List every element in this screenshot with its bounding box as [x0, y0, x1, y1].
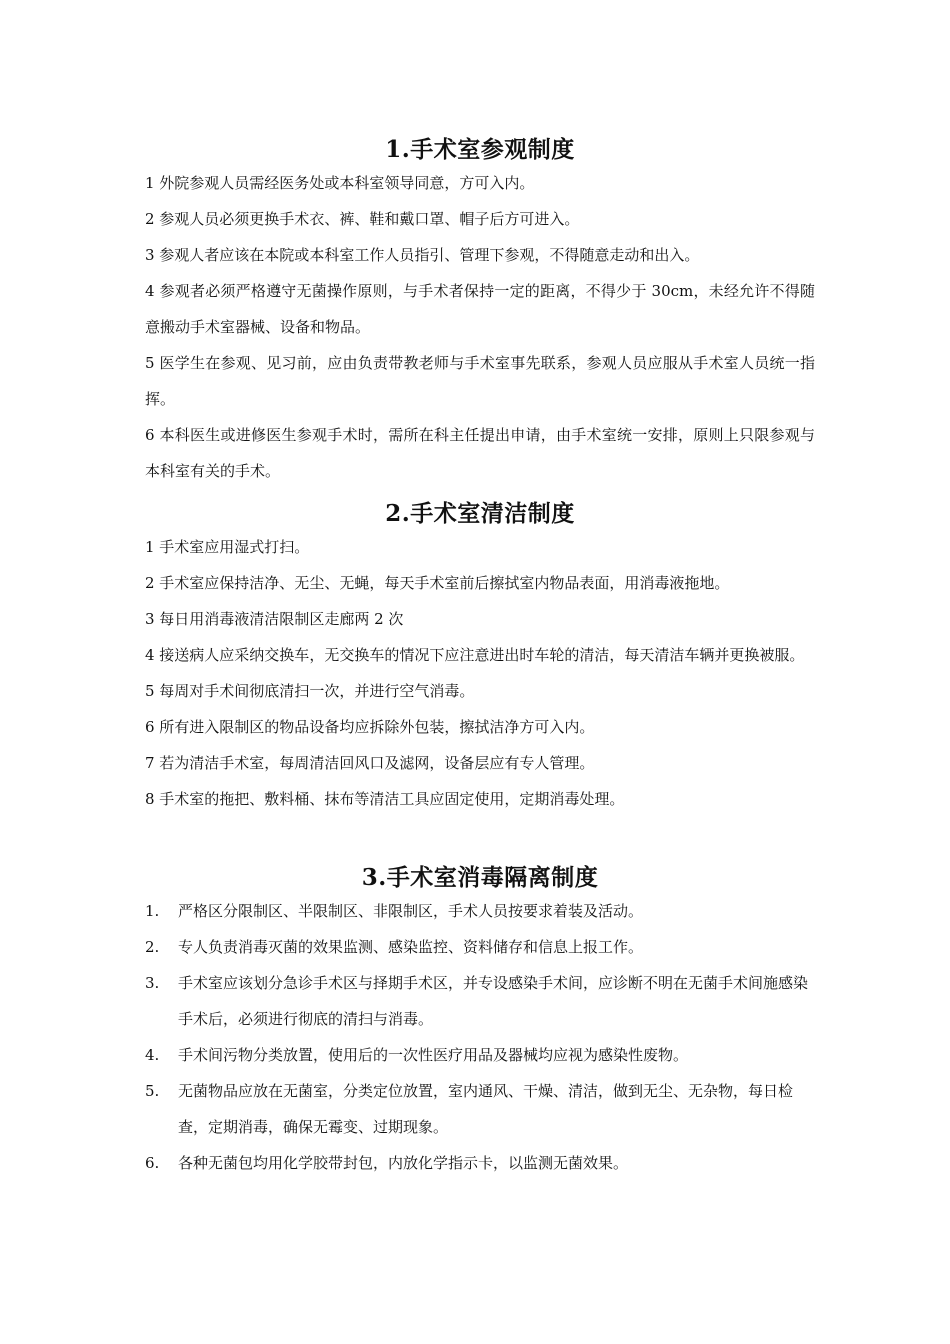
item-text: 无菌物品应放在无菌室，分类定位放置，室内通风、干燥、清洁，做到无尘、无杂物，每日检查，定期消毒，确保无霉变、过期现象。: [178, 1082, 794, 1136]
item-text: 手术间污物分类放置，使用后的一次性医疗用品及器械均应视为感染性废物。: [178, 1046, 689, 1064]
numbered-rule-item: [145, 929, 815, 965]
rule-item: 1 外院参观人员需经医务处或本科室领导同意，方可入内。: [145, 174, 535, 192]
section-title: 1.手术室参观制度: [385, 136, 575, 163]
rule-item: 4 接送病人应采纳交换车，无交换车的情况下应注意进出时车轮的清洁，每天清洁车辆并更换被服。: [145, 646, 805, 664]
rule-item: 8 手术室的拖把、敷料桶、抹布等清洁工具应固定使用，定期消毒处理。: [145, 790, 625, 808]
rule-item: 7 若为清洁手术室，每周清洁回风口及滤网，设备层应有专人管理。: [145, 754, 595, 772]
item-number: 3.: [145, 974, 160, 992]
section-title: 2.手术室清洁制度: [385, 500, 575, 527]
numbered-rule-item: [145, 893, 815, 929]
numbered-rule-item: [145, 1073, 815, 1145]
rule-item: 5 医学生在参观、见习前，应由负责带教老师与手术室事先联系，参观人员应服从手术室人员统一指挥。: [145, 354, 815, 408]
rule-item: 4 参观者必须严格遵守无菌操作原则，与手术者保持一定的距离，不得少于 30cm，未经允许不得随意搬动手术室器械、设备和物品。: [145, 282, 815, 336]
item-text: 各种无菌包均用化学胶带封包，内放化学指示卡，以监测无菌效果。: [178, 1154, 629, 1172]
rule-item: 1 手术室应用湿式打扫。: [145, 538, 310, 556]
rule-item: 2 手术室应保持洁净、无尘、无蝇，每天手术室前后擦拭室内物品表面，用消毒液拖地。: [145, 574, 730, 592]
item-number: 5.: [145, 1082, 160, 1100]
rule-item: 2 参观人员必须更换手术衣、裤、鞋和戴口罩、帽子后方可进入。: [145, 210, 580, 228]
numbered-rule-item: [145, 965, 815, 1037]
item-number: 4.: [145, 1046, 160, 1064]
section-title: 3.手术室消毒隔离制度: [361, 864, 599, 891]
rule-item: 6 本科医生或进修医生参观手术时，需所在科主任提出申请，由手术室统一安排，原则上只限参观与本科室有关的手术。: [145, 426, 815, 480]
item-number: 2.: [145, 938, 160, 956]
item-number: 6.: [145, 1154, 160, 1172]
numbered-rule-item: [145, 1037, 815, 1073]
rule-item: 6 所有进入限制区的物品设备均应拆除外包装，擦拭洁净方可入内。: [145, 718, 595, 736]
item-text: 手术室应该划分急诊手术区与择期手术区，并专设感染手术间，应诊断不明在无菌手术间施感染手术后，必须进行彻底的清扫与消毒。: [178, 974, 809, 1028]
rule-item: 3 参观人者应该在本院或本科室工作人员指引、管理下参观，不得随意走动和出入。: [145, 246, 700, 264]
rule-item: 5 每周对手术间彻底清扫一次，并进行空气消毒。: [145, 682, 475, 700]
rule-item: 3 每日用消毒液清洁限制区走廊两 2 次: [145, 610, 404, 628]
numbered-rule-item: [145, 1145, 815, 1181]
item-text: 严格区分限制区、半限制区、非限制区，手术人员按要求着装及活动。: [178, 902, 644, 920]
document-page: [145, 128, 815, 1181]
item-number: 1.: [145, 902, 160, 920]
item-text: 专人负责消毒灭菌的效果监测、感染监控、资料储存和信息上报工作。: [178, 938, 644, 956]
